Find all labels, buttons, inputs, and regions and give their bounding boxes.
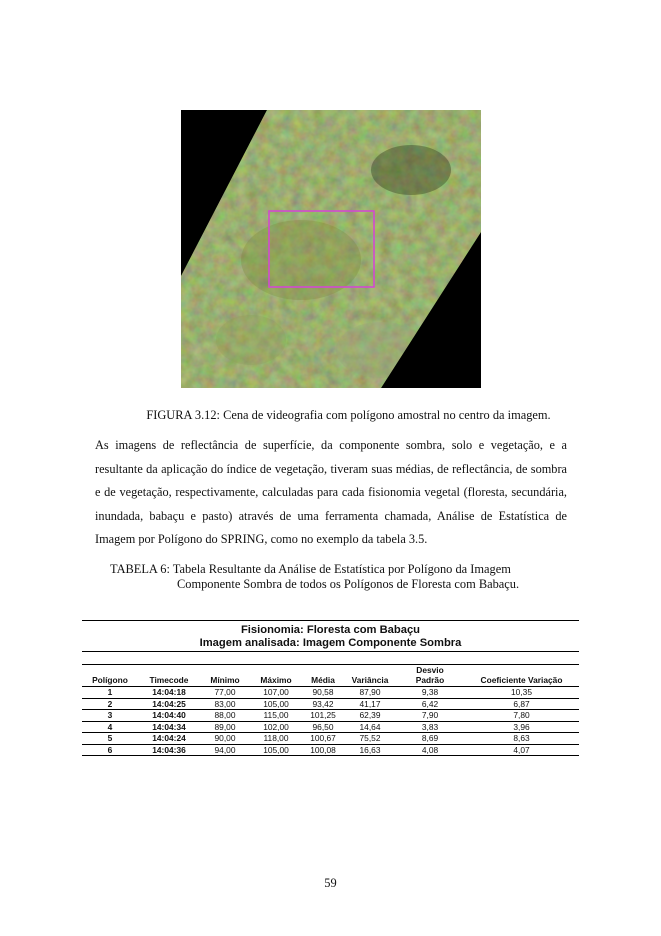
table-cell: 62,39 (344, 710, 396, 722)
table-cell: 1 (82, 687, 138, 699)
table-cell: 100,08 (302, 744, 344, 756)
table-cell: 93,42 (302, 698, 344, 710)
table-cell: 14:04:25 (138, 698, 200, 710)
table-cell: 77,00 (200, 687, 250, 699)
table-cell: 4 (82, 721, 138, 733)
table-row (82, 733, 579, 745)
table-cell: 75,52 (344, 733, 396, 745)
table-cell: 94,00 (200, 744, 250, 756)
table-cell: 89,00 (200, 721, 250, 733)
table-cell: 8,63 (464, 733, 579, 745)
col-header (396, 665, 464, 687)
table-cell: 14:04:24 (138, 733, 200, 745)
col-header: Mínimo (200, 665, 250, 687)
page-number: 59 (324, 876, 337, 890)
table-cell: 107,00 (250, 687, 302, 699)
table-cell: 4,08 (396, 744, 464, 756)
table-cell: 14:04:36 (138, 744, 200, 756)
table-cell: 7,90 (396, 710, 464, 722)
table-cell: 105,00 (250, 698, 302, 710)
col-header: Polígono (82, 665, 138, 687)
table-cell: 90,00 (200, 733, 250, 745)
table-cell: 83,00 (200, 698, 250, 710)
table-cell: 10,35 (464, 687, 579, 699)
table-row (82, 687, 579, 699)
table-cell: 3,83 (396, 721, 464, 733)
table-cell: 9,38 (396, 687, 464, 699)
table-cell: 3 (82, 710, 138, 722)
col-header: Timecode (138, 665, 200, 687)
table-cell: 7,80 (464, 710, 579, 722)
table-cell: 16,63 (344, 744, 396, 756)
table-cell: 14:04:18 (138, 687, 200, 699)
table-cell: 6 (82, 744, 138, 756)
table-header-row (82, 665, 579, 687)
table-cell: 8,69 (396, 733, 464, 745)
col-header: Coeficiente Variação (464, 665, 579, 687)
table-cell: 6,42 (396, 698, 464, 710)
table-cell: 5 (82, 733, 138, 745)
col-header: Variância (344, 665, 396, 687)
figure-caption: FIGURA 3.12: Cena de videografia com polígono amostral no centro da imagem. (146, 408, 551, 422)
table-cell: 96,50 (302, 721, 344, 733)
table-cell: 87,90 (344, 687, 396, 699)
table-caption (110, 562, 570, 592)
table-cell: 102,00 (250, 721, 302, 733)
table-cell: 105,00 (250, 744, 302, 756)
table-cell: 14:04:34 (138, 721, 200, 733)
table-cell: 100,67 (302, 733, 344, 745)
col-header: Média (302, 665, 344, 687)
table-cell: 115,00 (250, 710, 302, 722)
table-cell: 88,00 (200, 710, 250, 722)
table-caption-line-1: TABELA 6: Tabela Resultante da Análise de Estatística por Polígono da Imagem (110, 562, 511, 576)
table-cell: 2 (82, 698, 138, 710)
table-cell: 14:04:40 (138, 710, 200, 722)
table-cell: 41,17 (344, 698, 396, 710)
table-title: Fisionomia: Floresta com Babaçu (240, 624, 421, 636)
table-subtitle: Imagem analisada: Imagem Componente Sombra (199, 637, 462, 649)
table-cell: 4,07 (464, 744, 579, 756)
table-cell: 3,96 (464, 721, 579, 733)
table-cell: 14,64 (344, 721, 396, 733)
col-header: Máximo (250, 665, 302, 687)
aerial-videography-image (181, 110, 481, 388)
table-row (82, 710, 579, 722)
col-header-text: Desvio Padrão (415, 665, 445, 685)
table-title-block (82, 620, 579, 650)
table-row (82, 721, 579, 733)
table-row (82, 744, 579, 756)
table-cell: 118,00 (250, 733, 302, 745)
data-table (82, 664, 579, 756)
table-caption-line-2: Componente Sombra de todos os Polígonos de Floresta com Babaçu. (177, 577, 520, 591)
table-cell: 101,25 (302, 710, 344, 722)
body-paragraph: As imagens de reflectância de superfície, da componente sombra, solo e vegetação, e a resultante da aplicação do índice de vegetação, tiveram suas médias, de reflectância, de sombra e de vegetação, respectivamente, calculadas para cada fisionomia vegetal (floresta, secundária, inundada, babaçu e pasto) através de uma ferramenta chamada, Análise de Estatística de Imagem por Polígono do SPRING, como no exemplo da tabela 3.5. (95, 438, 567, 547)
statistics-table (82, 620, 579, 756)
table-cell: 6,87 (464, 698, 579, 710)
table-cell: 90,58 (302, 687, 344, 699)
table-row (82, 698, 579, 710)
